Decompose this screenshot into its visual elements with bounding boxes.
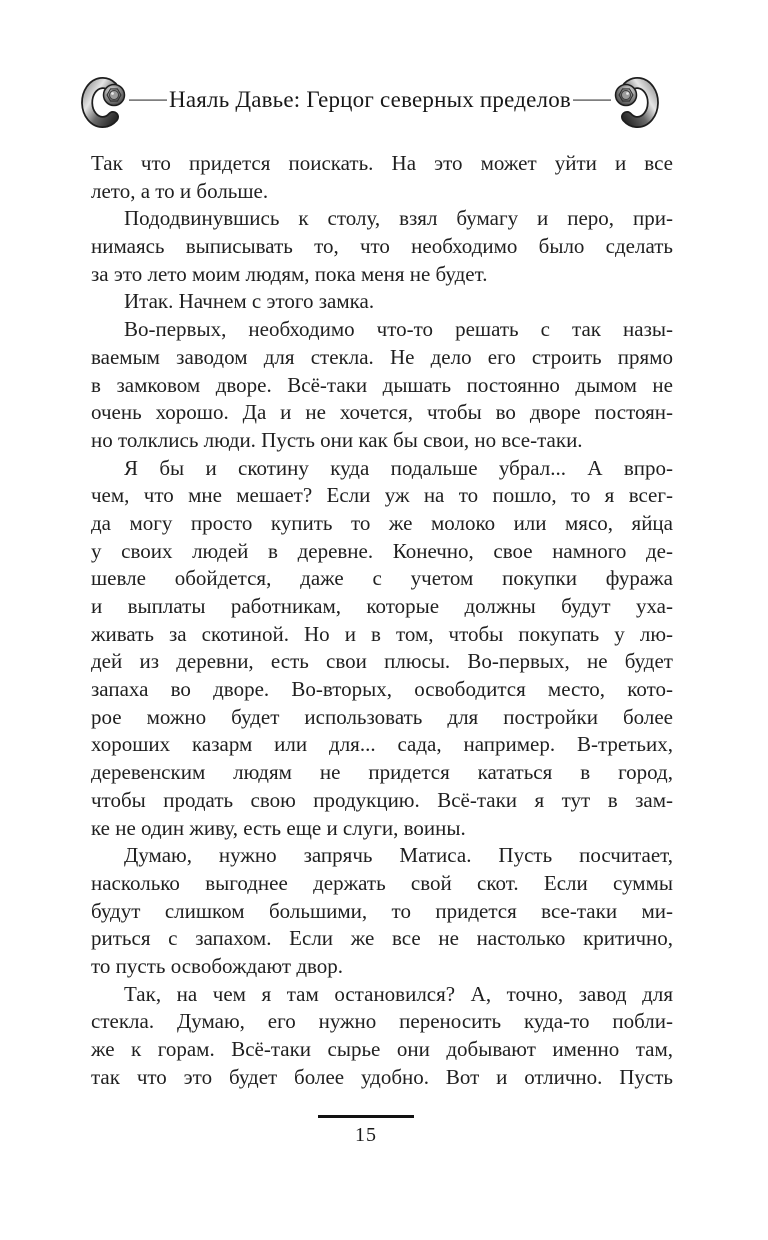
text-line: за это лето моим людям, пока меня не будет. — [91, 261, 488, 286]
text-line: стекла. Думаю, его нужно переносить куда-то побли- — [91, 1009, 673, 1034]
text-block — [91, 150, 673, 1091]
text-line: Я бы и скотину куда подальше убрал... А впро- — [124, 455, 673, 480]
text-line: и выплаты работникам, которые должны будут уха- — [91, 594, 673, 618]
text-line: лето, а то и больше. — [91, 178, 269, 203]
text-line: насколько выгоднее держать свой скот. Если суммы — [91, 870, 673, 895]
text-line: Так что придется поискать. На это может уйти и все — [91, 151, 673, 175]
header-rule-left — [129, 99, 167, 101]
text-line: Так, на чем я там остановился? А, точно, завод для — [124, 981, 673, 1006]
page-footer — [317, 1115, 415, 1147]
text-line: Думаю, нужно запрячь Матиса. Пусть посчитает, — [124, 843, 673, 868]
text-line: запаха во дворе. Во-вторых, освободится место, кото- — [91, 677, 673, 702]
text-line: чем, что мне мешает? Если уж на то пошло, то я всег- — [91, 483, 673, 508]
text-line: деревенским людям не придется кататься в город, — [91, 760, 673, 785]
text-line: да могу просто купить то же молоко или мясо, яйца — [91, 510, 673, 535]
text-line: в замковом дворе. Всё-таки дышать постоянно дымом не — [91, 372, 673, 397]
text-line: ке не один живу, есть еще и слуги, воины. — [91, 815, 466, 840]
text-line: шевле обойдется, даже с учетом покупки фуража — [91, 566, 673, 591]
ornament-left-icon — [79, 70, 129, 130]
text-line: Пододвинувшись к столу, взял бумагу и перо, при- — [124, 206, 673, 231]
text-line: живать за скотиной. Но и в том, чтобы покупать у лю- — [91, 621, 673, 646]
text-line: Во-первых, необходимо что-то решать с так назы- — [124, 317, 673, 342]
text-line: будут слишком большими, то придется все-таки ми- — [91, 898, 673, 923]
text-line: хороших казарм или для... сада, например. В-третьих, — [91, 732, 673, 757]
text-line: рое можно будет использовать для постройки более — [91, 704, 673, 729]
text-line: то пусть освобождают двор. — [91, 953, 344, 978]
ornament-right-icon — [611, 70, 661, 130]
page-number: 15 — [355, 1124, 377, 1146]
text-line: очень хорошо. Да и не хочется, чтобы во дворе постоян- — [91, 400, 673, 425]
text-line: ваемым заводом для стекла. Не дело его строить прямо — [91, 344, 673, 369]
text-line: риться с запахом. Если же все не настолько критично, — [91, 926, 673, 951]
running-title: Наяль Давье: Герцог северных пределов — [169, 87, 571, 112]
text-line: Итак. Начнем с этого замка. — [124, 289, 375, 314]
text-line: чтобы продать свою продукцию. Всё-таки я тут в зам- — [91, 787, 673, 812]
text-line: у своих людей в деревне. Конечно, свое намного де- — [91, 538, 673, 563]
chapter-header — [0, 69, 768, 131]
text-line: нимаясь выписывать то, что необходимо было сделать — [91, 234, 673, 259]
text-line: но толклись люди. Пусть они как бы свои, но все-таки. — [91, 427, 583, 452]
text-line: так что это будет более удобно. Вот и отлично. Пусть — [91, 1064, 673, 1089]
text-line: дей из деревни, есть свои плюсы. Во-первых, не будет — [91, 649, 673, 674]
text-line: же к горам. Всё-таки сырье они добывают именно там, — [91, 1037, 673, 1061]
header-rule-right — [573, 99, 611, 101]
footer-rule — [318, 1115, 414, 1118]
